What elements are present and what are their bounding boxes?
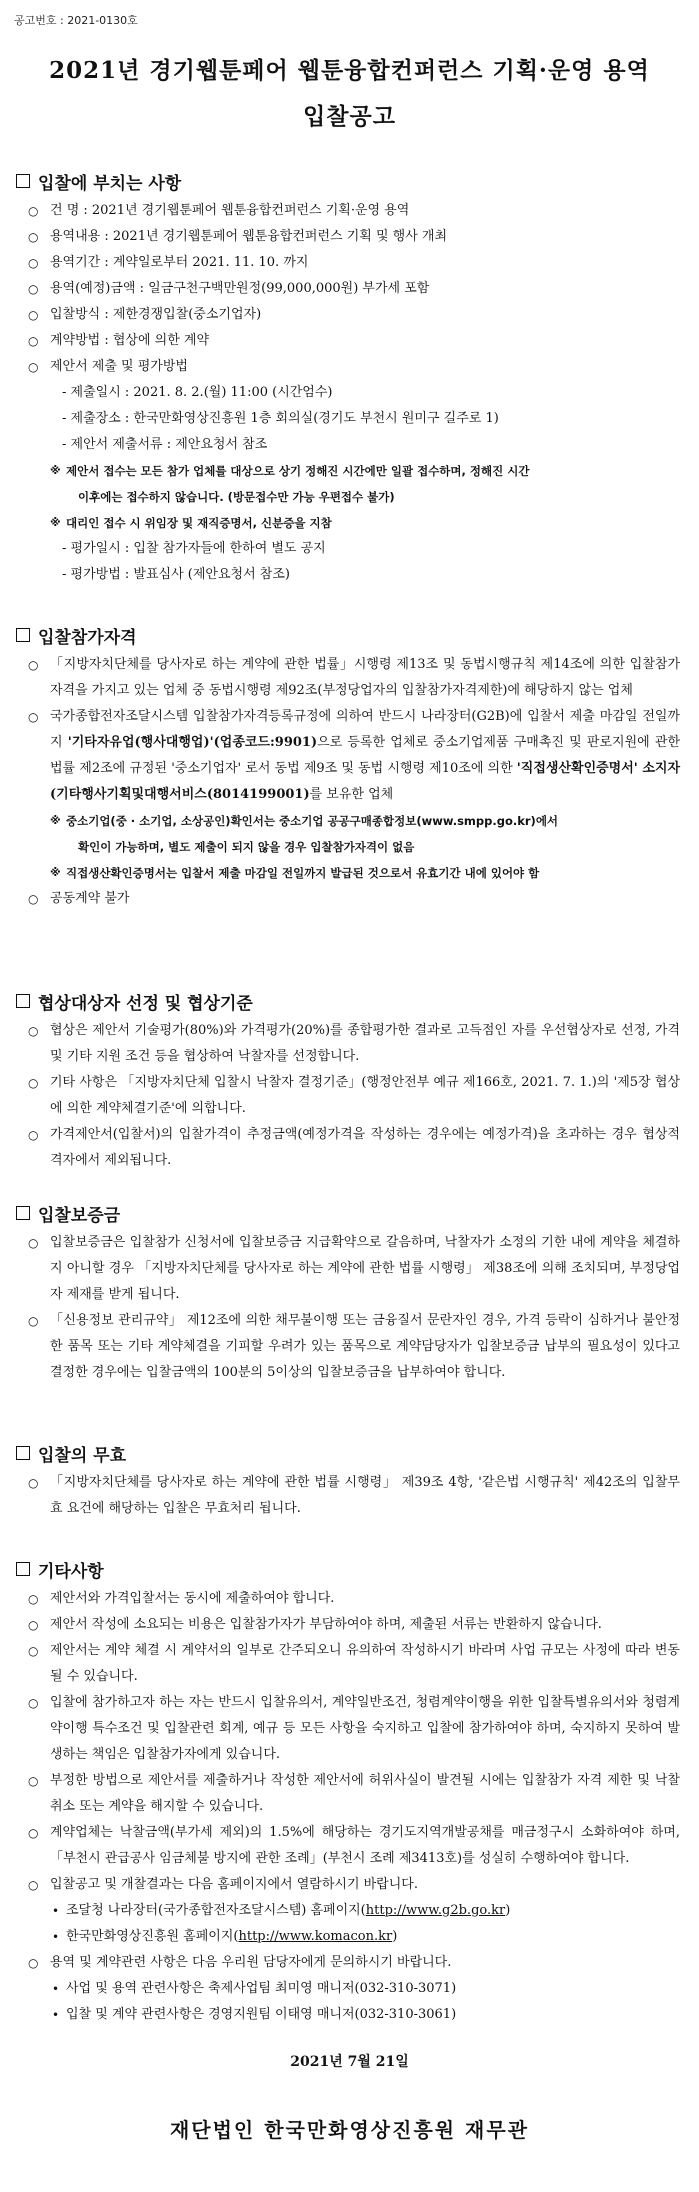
section-misc [16,1556,686,2028]
paragraph: ○ 제안서는 계약 체결 시 계약서의 일부로 간주되오니 유의하여 작성하시기 바라며 사업 규모는 사정에 따라 변동될 수 있습니다. [16,1638,686,1690]
paragraph: ○ 협상은 제안서 기술평가(80%)와 가격평가(20%)를 종합평가한 결과로 고득점인 자를 우선협상자로 선정, 가격 및 기타 지원 조건 등을 협상하여 낙찰자를 선정합니다. [16,1018,686,1070]
reference-mark-icon: ※ [50,464,61,477]
note-item-cont: 확인이 가능하며, 별도 제출이 되지 않을 경우 입찰참가자격이 없음 [78,840,415,854]
circle-bullet-icon: ○ [28,1618,39,1632]
list-subitem: - 제안서 제출서류 : 제안요청서 참조 [62,437,268,452]
reference-mark-icon: ※ [50,866,61,879]
list-subitem: - 평가방법 : 발표심사 (제안요청서 참조) [62,567,290,582]
list-item: ○ 제안서 제출 및 평가방법 [16,354,686,380]
list-subitem: - 제출장소 : 한국만화영상진흥원 1층 회의실(경기도 부천시 원미구 길주로 1) [62,411,499,426]
note-item: ※ 중소기업(중 · 소기업, 소상공인)확인서는 중소기업 공공구매종합정보(www.smpp.go.kr)에서 [16,808,686,834]
list-item: ○ 입찰방식 : 제한경쟁입찰(중소기업자) [16,302,686,328]
paragraph: ○ 가격제안서(입찰서)의 입찰가격이 추정금액(예정가격을 작성하는 경우에는 예정가격)을 초과하는 경우 협상적격자에서 제외됩니다. [16,1122,686,1174]
list-subitem: - 평가일시 : 입찰 참가자들에 한하여 별도 공지 [62,541,326,556]
circle-bullet-icon: ○ [28,360,39,374]
circle-bullet-icon: ○ [28,658,39,672]
checkbox-square-icon [16,1206,30,1220]
section-bid-items [16,168,686,588]
komacon-link[interactable]: http://www.komacon.kr [238,1929,393,1944]
paragraph: ○ 「지방자치단체를 당사자로 하는 계약에 관한 법률 시행령」 제39조 4항, '같은법 시행규칙' 제42조의 입찰무효 요건에 해당하는 입찰은 무효처리 됩니다. [16,1470,686,1522]
reference-mark-icon: ※ [50,814,61,827]
checkbox-square-icon [16,1446,30,1460]
issuing-organization: 재단법인 한국만화영상진흥원 재무관 [169,2118,530,2142]
circle-bullet-icon: ○ [28,1644,39,1658]
paragraph: ○ 「신용정보 관리규약」 제12조에 의한 채무불이행 또는 금융질서 문란자인 경우, 가격 등락이 심하거나 불안정한 품목 또는 기타 계약체결을 기피할 우려가 있는 품목으로 계약담당자가 입찰보증금 납부의 필요성이 있다고 결정한 경우에는 입찰금액의 100분의 5이상의 입찰보증금을 납부하여야 합니다. [16,1308,686,1386]
circle-bullet-icon: ○ [28,1774,39,1788]
checkbox-square-icon [16,994,30,1008]
page-subtitle: 입찰공고 [303,103,396,130]
circle-bullet-icon: ○ [28,1314,39,1328]
list-subitem: • 입찰 및 계약 관련사항은 경영지원팀 이태영 매니저(032-310-3061) [16,2002,686,2028]
note-item-cont: 이후에는 접수하지 않습니다. (방문접수만 가능 우편접수 불가) [78,490,395,504]
list-subitem: • 사업 및 용역 관련사항은 축제사업팀 최미영 매니저(032-310-3071) [16,1976,686,2002]
circle-bullet-icon: ○ [28,1826,39,1840]
dot-bullet-icon: • [52,1930,60,1944]
page-title: 2021년 경기웹툰페어 웹툰융합컨퍼런스 기획·운영 용역 [49,57,650,84]
paragraph: ○ 계약업체는 낙찰금액(부가세 제외)의 1.5%에 해당하는 경기도지역개발공채를 매금정구시 소화하여야 하며, 「부천시 관급공사 임금체불 방지에 관한 조례」(부천시 조례 제3413호)를 성실히 수행하여야 합니다. [16,1820,686,1872]
list-subitem: - 제출일시 : 2021. 8. 2.(월) 11:00 (시간엄수) [62,385,333,400]
section-deposit [16,1200,686,1386]
dot-bullet-icon: • [52,1982,60,1996]
reference-mark-icon: ※ [50,516,61,529]
section-qualification [16,622,686,912]
circle-bullet-icon: ○ [28,1236,39,1250]
circle-bullet-icon: ○ [28,1476,39,1490]
circle-bullet-icon: ○ [28,1696,39,1710]
paragraph: ○ 부정한 방법으로 제안서를 제출하거나 작성한 제안서에 허위사실이 발견될 시에는 입찰참가 자격 제한 및 낙찰 취소 또는 계약을 해지할 수 있습니다. [16,1768,686,1820]
paragraph: ○ 입찰공고 및 개찰결과는 다음 홈페이지에서 열람하시기 바랍니다. [16,1872,686,1898]
note-item: ※ 직접생산확인증명서는 입찰서 제출 마감일 전일까지 발급된 것으로서 유효기간 내에 있어야 함 [16,860,686,886]
list-subitem: • 조달청 나라장터(국가종합전자조달시스템) 홈페이지(http://www.g2b.go.kr) [16,1898,686,1924]
circle-bullet-icon: ○ [28,230,39,244]
circle-bullet-icon: ○ [28,204,39,218]
circle-bullet-icon: ○ [28,282,39,296]
paragraph: ○ 입찰에 참가하고자 하는 자는 반드시 입찰유의서, 계약일반조건, 청렴계약이행을 위한 입찰특별유의서와 청렴계약이행 특수조건 및 입찰관련 회계, 예규 등 모든 사항을 숙지하고 입찰에 참가하여야 하며, 숙지하지 못하여 발생하는 책임은 입찰참가자에게 있습니다. [16,1690,686,1768]
list-item: ○ 용역(예정)금액 : 일금구천구백만원정(99,000,000원) 부가세 포함 [16,276,686,302]
circle-bullet-icon: ○ [28,1878,39,1892]
section-heading: 입찰의 무효 [16,1440,686,1466]
circle-bullet-icon: ○ [28,892,39,906]
section-heading: 협상대상자 선정 및 협상기준 [16,988,686,1014]
paragraph: ○ 기타 사항은 「지방자치단체 입찰시 낙찰자 결정기준」(행정안전부 예규 제166호, 2021. 7. 1.)의 '제5장 협상에 의한 계약체결기준'에 의합니다. [16,1070,686,1122]
list-item: ○ 건 명 : 2021년 경기웹툰페어 웹툰융합컨퍼런스 기획·운영 용역 [16,198,686,224]
paragraph: ○ 입찰보증금은 입찰참가 신청서에 입찰보증금 지급확약으로 갈음하며, 낙찰자가 소정의 기한 내에 계약을 체결하지 아니할 경우 「지방자치단체를 당사자로 하는 계약에 관한 법률 시행령」 제38조에 의해 조치되며, 부정당업자 제재를 받게 됩니다. [16,1230,686,1308]
section-heading: 입찰참가자격 [16,622,686,648]
paragraph: ○ 제안서 작성에 소요되는 비용은 입찰참가자가 부담하여야 하며, 제출된 서류는 반환하지 않습니다. [16,1612,686,1638]
section-heading: 입찰보증금 [16,1200,686,1226]
circle-bullet-icon: ○ [28,1024,39,1038]
checkbox-square-icon [16,1562,30,1576]
note-item: ※ 대리인 접수 시 위임장 및 재직증명서, 신분증을 지참 [16,510,686,536]
circle-bullet-icon: ○ [28,1128,39,1142]
announcement-date: 2021년 7월 21일 [290,2054,409,2070]
circle-bullet-icon: ○ [28,1592,39,1606]
paragraph: ○ 용역 및 계약관련 사항은 다음 우리원 담당자에게 문의하시기 바랍니다. [16,1950,686,1976]
notice-number: 공고번호 : 2021-0130호 [14,14,138,27]
list-item: ○ 용역기간 : 계약일로부터 2021. 11. 10. 까지 [16,250,686,276]
paragraph: ○ 국가종합전자조달시스템 입찰참가자격등록규정에 의하여 반드시 나라장터(G2B)에 입찰서 제출 마감일 전일까지 '기타자유업(행사대행업)'(업종코드:9901)으로 등록한 업체로 중소기업제품 구매촉진 및 판로지원에 관한 법률 제2조에 규정된 '중소기업자' 로서 동법 제9조 및 동법 시행령 제10조에 의한 '직접생산확인증명서' 소지자(기타행사기획및대행서비스(8014199001)를 보유한 업체 [16,704,686,808]
paragraph: ○ 공동계약 불가 [16,886,686,912]
list-subitem: • 한국만화영상진흥원 홈페이지(http://www.komacon.kr) [16,1924,686,1950]
circle-bullet-icon: ○ [28,710,39,724]
section-heading: 입찰에 부치는 사항 [16,168,686,194]
section-invalid-bid [16,1440,686,1522]
circle-bullet-icon: ○ [28,308,39,322]
dot-bullet-icon: • [52,1904,60,1918]
paragraph: ○ 제안서와 가격입찰서는 동시에 제출하여야 합니다. [16,1586,686,1612]
circle-bullet-icon: ○ [28,1076,39,1090]
list-item: ○ 계약방법 : 협상에 의한 계약 [16,328,686,354]
note-item: ※ 제안서 접수는 모든 참가 업체를 대상으로 상기 정해진 시간에만 일괄 접수하며, 정해진 시간 [16,458,686,484]
g2b-link[interactable]: http://www.g2b.go.kr [365,1903,506,1918]
circle-bullet-icon: ○ [28,1956,39,1970]
dot-bullet-icon: • [52,2008,60,2022]
circle-bullet-icon: ○ [28,256,39,270]
checkbox-square-icon [16,628,30,642]
paragraph: ○ 「지방자치단체를 당사자로 하는 계약에 관한 법률」시행령 제13조 및 동법시행규칙 제14조에 의한 입찰참가자격을 가지고 있는 업체 중 동법시행령 제92조(부정당업자의 입찰참가자격제한)에 해당하지 않는 업체 [16,652,686,704]
section-negotiation [16,988,686,1174]
section-heading: 기타사항 [16,1556,686,1582]
checkbox-square-icon [16,174,30,188]
circle-bullet-icon: ○ [28,334,39,348]
list-item: ○ 용역내용 : 2021년 경기웹툰페어 웹툰융합컨퍼런스 기획 및 행사 개최 [16,224,686,250]
